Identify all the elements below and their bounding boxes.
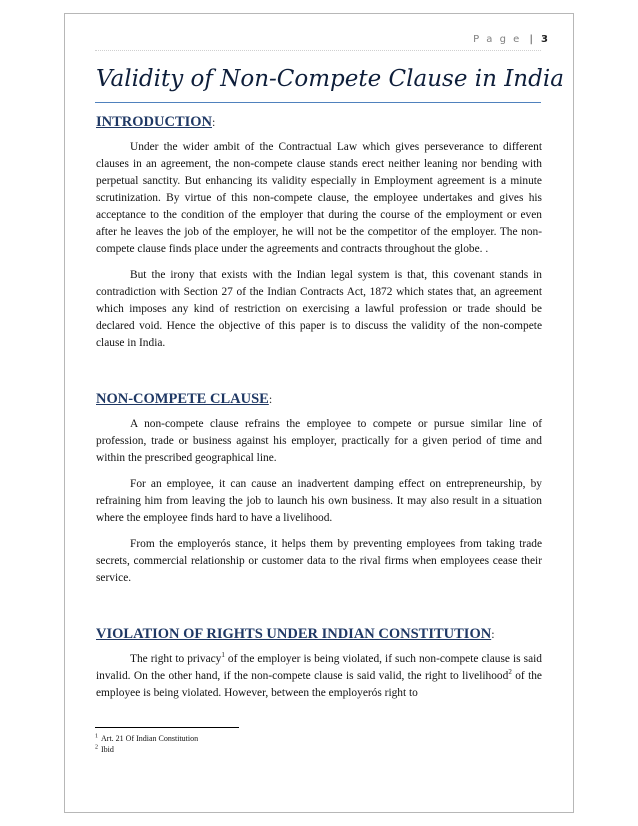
footnote-mark: 1 (95, 733, 98, 740)
section-heading-violation (96, 625, 542, 643)
paragraph: From the employerós stance, it helps them by preventing employees from taking trade secrets, commercial relationship or customer data to the rival firms when employees cease their service. (96, 538, 542, 584)
header-divider (95, 50, 541, 51)
paragraph-text: The right to privacy (130, 653, 222, 665)
footnote-mark: 2 (95, 744, 98, 751)
document-title: Validity of Non-Compete Clause in India (96, 66, 564, 92)
footnote-item (95, 744, 198, 755)
paragraph-text: of the employee is being violated. However, between the employerós right to (96, 670, 542, 699)
page-label: P a g e (473, 34, 522, 45)
paragraph: A non-compete clause refrains the employee to compete or pursue similar line of profession, trade or business against his employer, practically for a given period of time and within the prescribed geographical line. (96, 418, 542, 464)
paragraph (96, 651, 542, 702)
section-heading-non-compete (96, 390, 542, 408)
page-header (473, 34, 548, 45)
footnote-text: Ibid (101, 745, 114, 754)
footnote-text: Art. 21 Of Indian Constitution (101, 734, 199, 743)
section-heading-introduction (96, 113, 542, 131)
paragraph: Under the wider ambit of the Contractual Law which gives perseverance to different clauses in an agreement, the non-compete clause stands erect neither leaning nor bending with perpetual sanctity. But enhancing its validity especially in Employment agreement is a minute scrutinization. By virtue of this non-compete clause, the employee undertakes and gives his acceptance to the condition of the employer that during the course of the employment or even after he leaves the job of the employer, he will not be the competitor of the employer. The non-compete clause finds place under the agreements and contracts throughout the globe. . (96, 141, 542, 255)
document-body (96, 113, 542, 702)
paragraph-text: of the employer is being violated, if such non-compete clause is said invalid. On the other hand, if the non-compete clause is said valid, the right to livelihood (96, 653, 542, 682)
page-number: 3 (541, 34, 548, 45)
heading-text: INTRODUCTION (96, 114, 213, 130)
paragraph: For an employee, it can cause an inadvertent damping effect on entrepreneurship, by refraining him from leaving the job to launch his own business. It may also result in a situation where the employee finds hard to have a livelihood. (96, 478, 542, 524)
footnote-ref[interactable]: 1 (221, 651, 225, 660)
heading-colon: : (491, 627, 495, 641)
page-separator: | (529, 34, 533, 45)
title-underline (95, 102, 541, 103)
heading-colon: : (212, 115, 216, 129)
footnote-item (95, 733, 198, 744)
heading-text: NON-COMPETE CLAUSE (96, 391, 269, 407)
footnote-separator (95, 727, 239, 728)
heading-text: VIOLATION OF RIGHTS UNDER INDIAN CONSTITUTION (96, 626, 492, 642)
paragraph: But the irony that exists with the Indian legal system is that, this covenant stands in contradiction with Section 27 of the Indian Contracts Act, 1872 which states that, an agreement which imposes any kind of restriction on exercising a lawful profession or trade should be declared void. Hence the objective of this paper is to discuss the validity of the non-compete clause in India. (96, 269, 542, 349)
footnote-ref[interactable]: 2 (508, 668, 512, 677)
heading-colon: : (268, 392, 273, 406)
footnotes (95, 733, 198, 755)
